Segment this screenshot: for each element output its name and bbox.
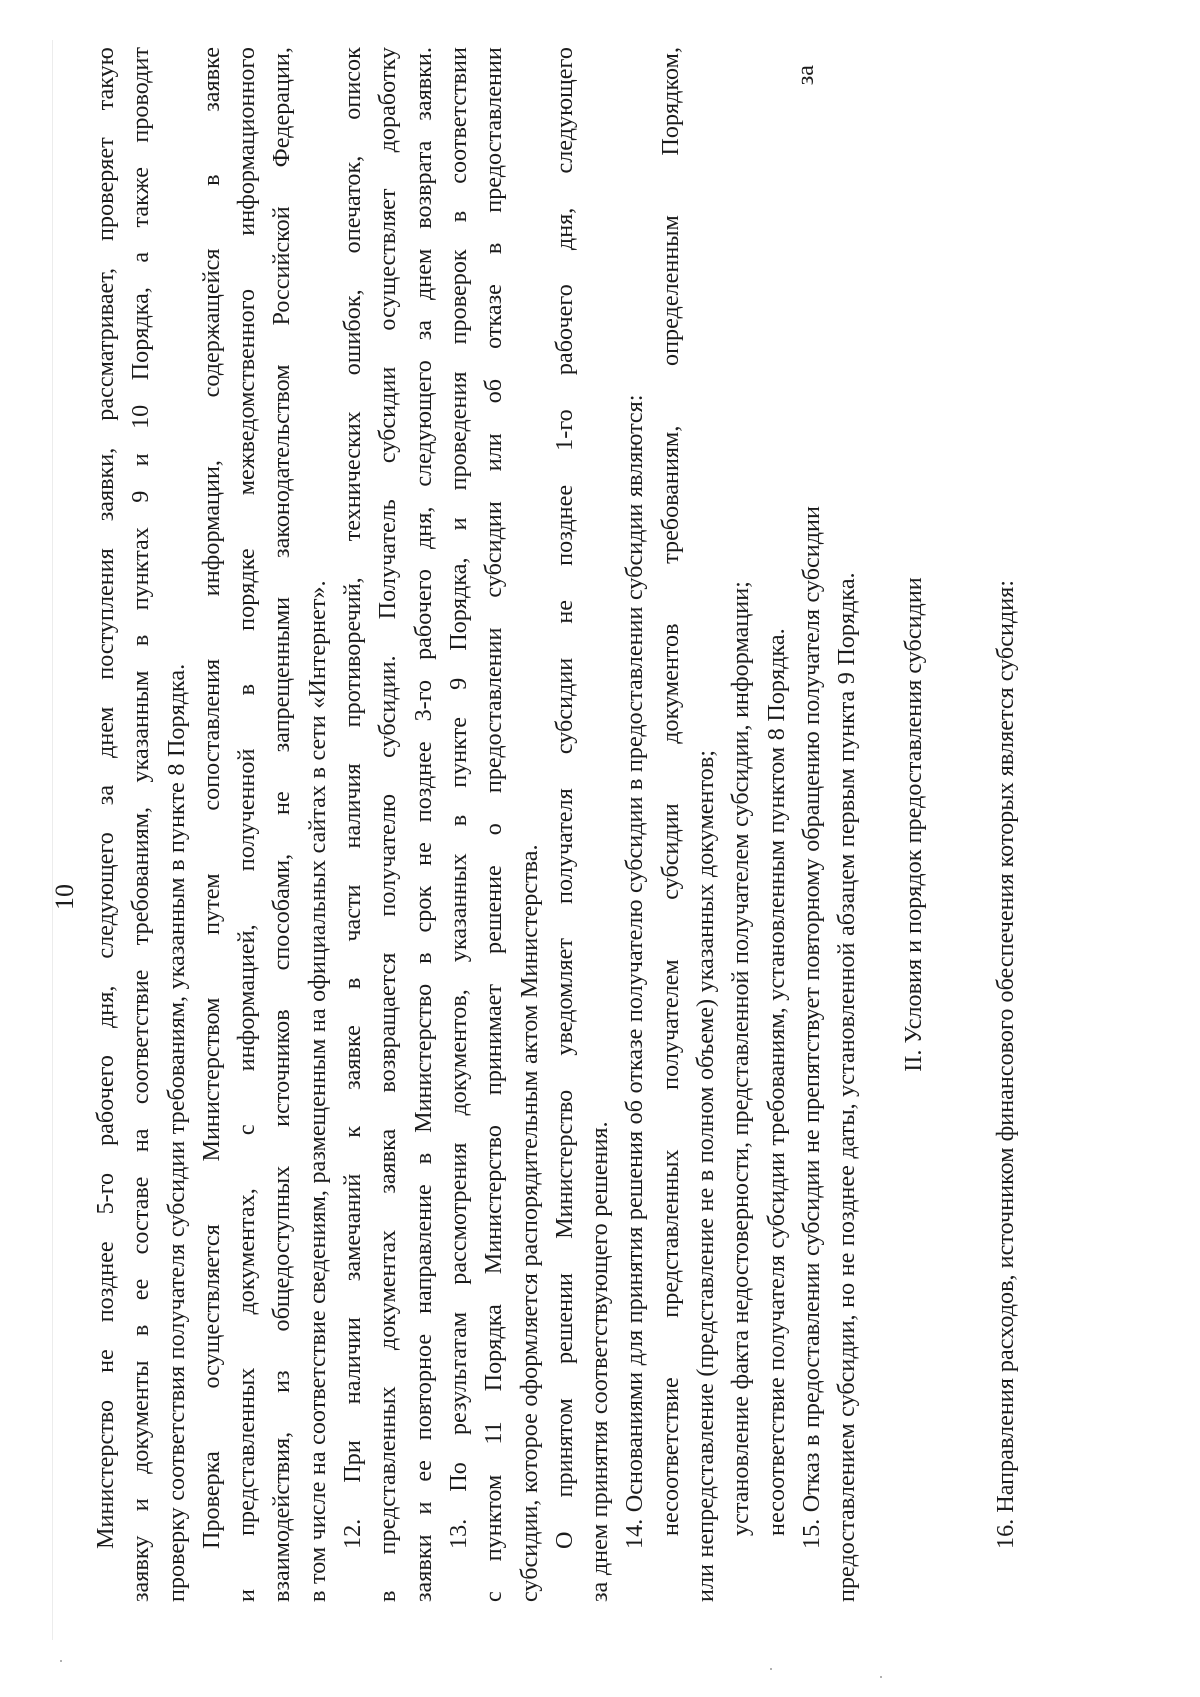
word: 11 — [480, 1421, 508, 1445]
word: заявке — [197, 47, 225, 112]
word: даты, — [833, 1103, 861, 1159]
text-line — [335, 47, 370, 1602]
word: дня, — [409, 506, 437, 550]
word: и — [409, 1501, 437, 1515]
word: Порядка. — [762, 628, 790, 722]
word: субсидии — [762, 1152, 790, 1249]
word: и — [233, 1589, 261, 1602]
word: отказе — [480, 284, 508, 349]
word: за — [586, 1581, 614, 1602]
word: информационного — [233, 47, 261, 236]
word: направление — [409, 1184, 437, 1314]
text-line — [794, 47, 829, 1602]
word: повторному — [797, 858, 825, 981]
word: При — [339, 1440, 367, 1483]
paragraph-16-text: 16. Направления расходов, источником финансового обеспечения которых является субсидия: — [992, 580, 1019, 1549]
word: Министерство — [92, 1399, 119, 1549]
scan-speck — [880, 1676, 882, 1678]
word: в — [409, 952, 437, 964]
word: По — [444, 1462, 472, 1492]
word: на — [127, 1128, 155, 1153]
word: следующего — [92, 832, 119, 959]
word: принимает — [480, 984, 508, 1096]
word: субсидии — [374, 366, 402, 464]
word: документов; — [692, 750, 720, 878]
word: документах, — [233, 1188, 261, 1315]
word: в — [409, 1152, 437, 1165]
word: сопоставления — [197, 658, 225, 811]
word: днем — [92, 706, 119, 758]
word: источников — [268, 1009, 296, 1127]
word: не — [92, 1349, 119, 1373]
word: принятия — [621, 1226, 649, 1324]
word: взаимодействия, — [268, 1431, 296, 1602]
word: несоответствие — [656, 1377, 684, 1536]
word: для — [621, 1329, 649, 1366]
word: порядке — [233, 548, 261, 631]
word: позднее — [92, 1241, 119, 1323]
word: дня, — [92, 985, 119, 1029]
word: Российской — [268, 206, 296, 326]
text-line — [406, 47, 441, 1602]
word: с — [233, 1124, 261, 1136]
word: 3-го — [409, 679, 437, 722]
word: представленных — [656, 1149, 684, 1318]
word: в — [303, 1590, 331, 1602]
word: в — [339, 977, 367, 990]
word: актом — [515, 1004, 543, 1065]
word: 1-го — [550, 409, 578, 451]
word: проверок — [444, 249, 472, 345]
word: которое — [515, 1413, 543, 1494]
word: представленной — [727, 970, 755, 1136]
word: отказе — [621, 1028, 649, 1094]
word: и — [444, 517, 472, 531]
word: представленных — [233, 1367, 261, 1536]
word: рабочего — [409, 568, 437, 660]
word: субсидии, — [515, 1499, 543, 1602]
word: 8 — [762, 728, 790, 741]
word: составе — [127, 1176, 155, 1255]
word: абзацем — [833, 853, 861, 936]
word: не — [692, 1187, 720, 1212]
word: соответствие — [127, 969, 155, 1105]
word: или — [692, 1564, 720, 1602]
word: являются: — [621, 394, 649, 498]
word: Порядка. — [833, 572, 861, 666]
word: принятия — [586, 1420, 614, 1518]
word: документах — [374, 1229, 402, 1351]
word: в — [444, 814, 472, 827]
word: соответствия — [162, 1365, 190, 1501]
word: Порядка. — [162, 663, 190, 758]
text-line — [759, 47, 794, 1602]
word: в — [127, 634, 155, 647]
word: решения. — [586, 1121, 614, 1217]
word: полученной — [233, 748, 261, 872]
word: днем — [409, 248, 437, 301]
word: в — [233, 683, 261, 696]
section-heading: II. Условия и порядок предоставления субсидии — [900, 577, 927, 1072]
word: в — [692, 1169, 720, 1182]
word: в — [480, 242, 508, 255]
word: но — [833, 1282, 861, 1308]
word: пунктах — [127, 527, 155, 611]
text-line — [229, 47, 264, 1602]
word: распорядительным — [515, 1070, 543, 1267]
word: полном — [692, 1086, 720, 1164]
word: Основаниями — [621, 1371, 649, 1513]
word: получателя — [162, 1243, 190, 1360]
word: заявку — [127, 1535, 155, 1602]
text-line — [512, 47, 547, 1602]
paragraph-lines — [88, 47, 865, 1602]
word: Министерство — [409, 983, 437, 1133]
word: в — [127, 1324, 155, 1337]
word: Министерство — [480, 1125, 508, 1275]
word: предоставлении — [797, 1262, 825, 1429]
word: недостоверности, — [727, 1141, 755, 1324]
word: 14. — [621, 1518, 649, 1549]
word: ее — [127, 1278, 155, 1301]
word: субсидии — [480, 501, 508, 598]
word: о — [480, 823, 508, 836]
word: факта — [727, 1330, 755, 1390]
word: получателем — [727, 833, 755, 964]
word: наличия — [339, 763, 367, 849]
word: не — [268, 791, 296, 815]
word: сети — [303, 715, 331, 761]
word: противоречий, — [339, 577, 367, 728]
word: в — [444, 210, 472, 223]
document-body — [88, 47, 1019, 1602]
text-line — [441, 47, 476, 1602]
word: или — [480, 433, 508, 472]
word: определенным — [656, 215, 684, 367]
word: проверяет — [92, 137, 119, 241]
word: первым — [833, 768, 861, 848]
word: в — [303, 767, 331, 779]
word: позднее — [550, 484, 578, 566]
word: Министерством — [197, 997, 225, 1162]
word: возвращается — [374, 952, 402, 1093]
word: Министерство — [550, 1089, 578, 1239]
word: за — [409, 319, 437, 341]
word: дня, — [550, 207, 578, 251]
word: поступления — [92, 548, 119, 680]
word: субсидии — [621, 796, 649, 893]
word: решения — [621, 1130, 649, 1221]
scan-speck — [770, 1668, 772, 1670]
text-line — [829, 47, 864, 1602]
word: установленным — [762, 839, 790, 1001]
word: 9 — [127, 490, 155, 503]
word: информации; — [727, 581, 755, 718]
word: документов — [656, 623, 684, 744]
word: указанным — [127, 670, 155, 783]
word: из — [268, 1370, 296, 1393]
word: не — [409, 842, 437, 866]
word: субсидии — [797, 1159, 825, 1256]
word: запрещенными — [268, 596, 296, 753]
word: препятствует — [797, 987, 825, 1123]
word: технических — [339, 411, 367, 542]
word: Получатель — [374, 499, 402, 620]
word: Порядка, — [444, 557, 472, 651]
word: рабочего — [92, 1054, 119, 1146]
word: на — [303, 1008, 331, 1033]
text-line — [617, 47, 652, 1602]
word: требованиям, — [762, 1007, 790, 1146]
word: установленной — [833, 942, 861, 1097]
word: субсидии — [162, 1140, 190, 1238]
word: указанных — [444, 853, 472, 963]
word: соответствующего — [586, 1223, 614, 1415]
word: проверку — [162, 1507, 190, 1602]
word: заявки, — [92, 447, 119, 522]
word: субсидии — [621, 503, 649, 601]
word: Министерства. — [515, 844, 543, 999]
word: (представление — [692, 1217, 720, 1377]
text-line — [370, 47, 405, 1602]
word: содержащейся — [197, 248, 225, 398]
word: представленных — [374, 1386, 402, 1555]
word: срок — [409, 885, 437, 933]
text-line — [300, 47, 335, 1602]
word: объеме) — [692, 998, 720, 1081]
word: наличии — [339, 1317, 367, 1405]
word: числе — [303, 1481, 331, 1541]
word: днем — [586, 1523, 614, 1576]
word: указанных — [692, 883, 720, 993]
word: заявки. — [409, 47, 437, 121]
word: принятом — [550, 1398, 578, 1498]
word: следующего — [550, 47, 578, 174]
word: 10 — [127, 404, 155, 429]
word: проводит — [127, 47, 155, 143]
word: документов, — [444, 989, 472, 1116]
word: законодательством — [268, 364, 296, 558]
word: пункте — [162, 782, 190, 853]
word: заявки — [409, 1534, 437, 1602]
word: получателем — [656, 959, 684, 1090]
trailing-word: за — [792, 65, 819, 86]
text-line — [476, 47, 511, 1602]
word: Отказ — [797, 1452, 825, 1513]
word: 15. — [797, 1518, 825, 1549]
word: также — [127, 167, 155, 228]
word: в — [621, 778, 649, 791]
word: Федерации, — [268, 47, 296, 168]
word: не — [797, 1129, 825, 1154]
word: и — [127, 1498, 155, 1512]
word: получателя — [762, 1255, 790, 1371]
word: 5-го — [92, 1172, 119, 1215]
word: получателю — [374, 793, 402, 917]
word: соответствие — [303, 1310, 331, 1445]
word: Порядком, — [656, 47, 684, 156]
text-line — [123, 47, 158, 1602]
word: межведомственного — [233, 288, 261, 496]
word: информацией, — [233, 924, 261, 1072]
word: 8 — [162, 763, 190, 776]
word: 13. — [444, 1518, 472, 1549]
word: субсидии, — [727, 724, 755, 827]
word: сведениям, — [303, 1190, 331, 1304]
word: с — [480, 1591, 508, 1602]
word: за — [92, 784, 119, 806]
word: пунктом — [480, 1474, 508, 1562]
word: Порядка — [480, 1304, 508, 1392]
paragraph-16 — [988, 580, 1023, 1602]
word: такую — [92, 47, 119, 111]
word: в — [197, 174, 225, 186]
text-line — [159, 47, 194, 1602]
word: рассматривает, — [92, 267, 119, 421]
word: субсидии — [797, 506, 825, 603]
word: опечаток, — [339, 155, 367, 254]
word: получателя — [797, 609, 825, 725]
word: а — [127, 251, 155, 263]
word: 12. — [339, 1518, 367, 1549]
word: сайтах — [303, 785, 331, 854]
word: описок — [339, 47, 367, 120]
word: способами, — [268, 853, 296, 971]
word: об — [621, 1099, 649, 1125]
word: об — [480, 378, 508, 404]
word: повторное — [409, 1333, 437, 1441]
word: замечаний — [339, 1173, 367, 1282]
word: путем — [197, 873, 225, 935]
word: указанным — [162, 877, 190, 990]
word: уведомляет — [550, 938, 578, 1056]
word: получателю — [621, 899, 649, 1023]
text-line — [194, 47, 229, 1602]
text-line — [264, 47, 299, 1602]
word: требованиям, — [127, 806, 155, 946]
word: общедоступных — [268, 1165, 296, 1332]
word: к — [339, 1125, 367, 1138]
word: обращению — [797, 731, 825, 852]
word: предоставлении — [480, 627, 508, 794]
word: требованиям, — [656, 425, 684, 564]
word: пункта — [833, 690, 861, 762]
word: рабочего — [550, 284, 578, 376]
page-number: 10 — [50, 884, 79, 910]
text-line — [582, 47, 617, 1602]
word: в — [374, 1590, 402, 1602]
word: получателя — [550, 788, 578, 904]
word: размещенным — [303, 1038, 331, 1184]
word: документы — [127, 1360, 155, 1474]
word: на — [303, 1451, 331, 1476]
word: рассмотрения — [444, 1142, 472, 1285]
word: результатам — [444, 1311, 472, 1436]
word: решении — [550, 1273, 578, 1365]
word: в — [162, 859, 190, 871]
text-line — [688, 47, 723, 1602]
word: требованиям, — [162, 995, 190, 1135]
word: пунктом — [762, 746, 790, 834]
word: осуществляет — [374, 188, 402, 331]
word: субсидии — [550, 657, 578, 755]
word: заявка — [374, 1128, 402, 1194]
word: несоответствие — [762, 1377, 790, 1536]
text-line — [88, 47, 123, 1602]
word: части — [339, 884, 367, 942]
word: «Интернет». — [303, 580, 331, 709]
word: проведения — [444, 371, 472, 491]
word: информации, — [197, 460, 225, 597]
word: следующего — [409, 360, 437, 487]
word: возврата — [409, 140, 437, 229]
word: заявке — [339, 1025, 367, 1090]
word: субсидии, — [833, 1314, 861, 1417]
word: доработку — [374, 47, 402, 153]
word: предоставлении — [621, 606, 649, 773]
word: предоставлением — [833, 1423, 861, 1602]
text-line — [653, 47, 688, 1602]
word: ее — [409, 1460, 437, 1482]
word: непредставление — [692, 1383, 720, 1558]
word: пункте — [444, 717, 472, 788]
word: решение — [480, 865, 508, 955]
word: осуществляется — [197, 1224, 225, 1389]
word: и — [127, 453, 155, 467]
text-line — [547, 47, 582, 1602]
word: соответствии — [444, 47, 472, 184]
word: официальных — [303, 859, 331, 1002]
word: не — [833, 1252, 861, 1277]
word: предоставлении — [480, 47, 508, 213]
scan-speck — [60, 1660, 62, 1662]
word: не — [550, 599, 578, 624]
word: 9 — [833, 672, 861, 685]
word: субсидии — [656, 803, 684, 900]
word: позднее — [409, 741, 437, 823]
text-line — [723, 47, 758, 1602]
word: субсидии. — [374, 655, 402, 758]
word: О — [550, 1531, 578, 1549]
word: в — [797, 1434, 825, 1446]
word: установление — [727, 1396, 755, 1536]
word: Проверка — [197, 1451, 225, 1549]
word: ошибок, — [339, 289, 367, 376]
word: оформляется — [515, 1273, 543, 1407]
word: позднее — [833, 1165, 861, 1247]
word: 9 — [444, 677, 472, 690]
word: том — [303, 1546, 331, 1585]
word: Порядка, — [127, 287, 155, 381]
